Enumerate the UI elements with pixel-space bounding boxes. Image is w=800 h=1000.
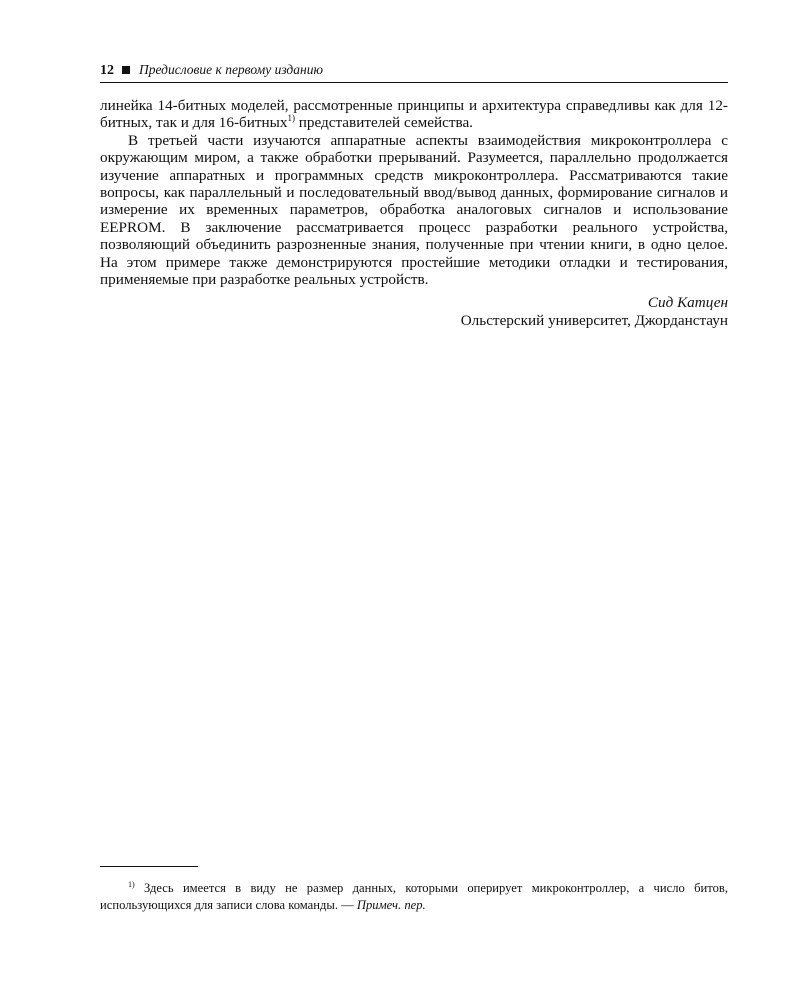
paragraph-1-tail: представителей семейства.: [294, 114, 473, 132]
square-bullet-icon: [122, 66, 130, 74]
paragraph-1: [100, 97, 728, 132]
author-affiliation: Ольстерский университет, Джорданстаун: [460, 312, 728, 330]
footnote-marker: 1): [128, 880, 135, 889]
running-header-title: Предисловие к первому изданию: [139, 62, 323, 77]
author-name: Сид Катцен: [647, 294, 728, 312]
page-number: 12: [100, 63, 114, 78]
paragraph-1-text: линейка 14-битных моделей, рассмотренные принципы и архитектура справедливы как для 12-битных, так и для 16-битных: [100, 97, 728, 132]
footnote-divider: [100, 866, 198, 867]
footnote: [100, 880, 728, 914]
page-content: [100, 62, 728, 330]
paragraph-2: В третьей части изучаются аппаратные аспекты взаимодействия микроконтроллера с окружающим миром, а также обработки прерываний. Разумеется, параллельно продолжается изучение аппаратных и программных средств микроконтроллера. Рассматриваются такие вопросы, как параллельный и последовательный ввод/вывод данных, формирование сигналов и измерение их временных параметров, обработка аналоговых сигналов и использование EEPROM. В заключение рассматривается процесс разработки реального устройства, позволяющий объединить разрозненные знания, полученные при чтении книги, в одно целое. На этом примере также демонстрируются простейшие методики отладки и тестирования, применяемые при разработке реальных устройств.: [100, 131, 728, 289]
running-header: [100, 62, 728, 83]
signature-block: [100, 294, 728, 330]
footnote-reference: 1): [287, 113, 295, 124]
footnote-paragraph: [100, 880, 728, 914]
body-text: [100, 97, 728, 288]
translator-note-tag: Примеч. пер.: [356, 898, 426, 912]
footnote-text: Здесь имеется в виду не размер данных, которыми оперирует микроконтроллер, а число битов, использующихся для записи слова команды. —: [100, 881, 728, 912]
